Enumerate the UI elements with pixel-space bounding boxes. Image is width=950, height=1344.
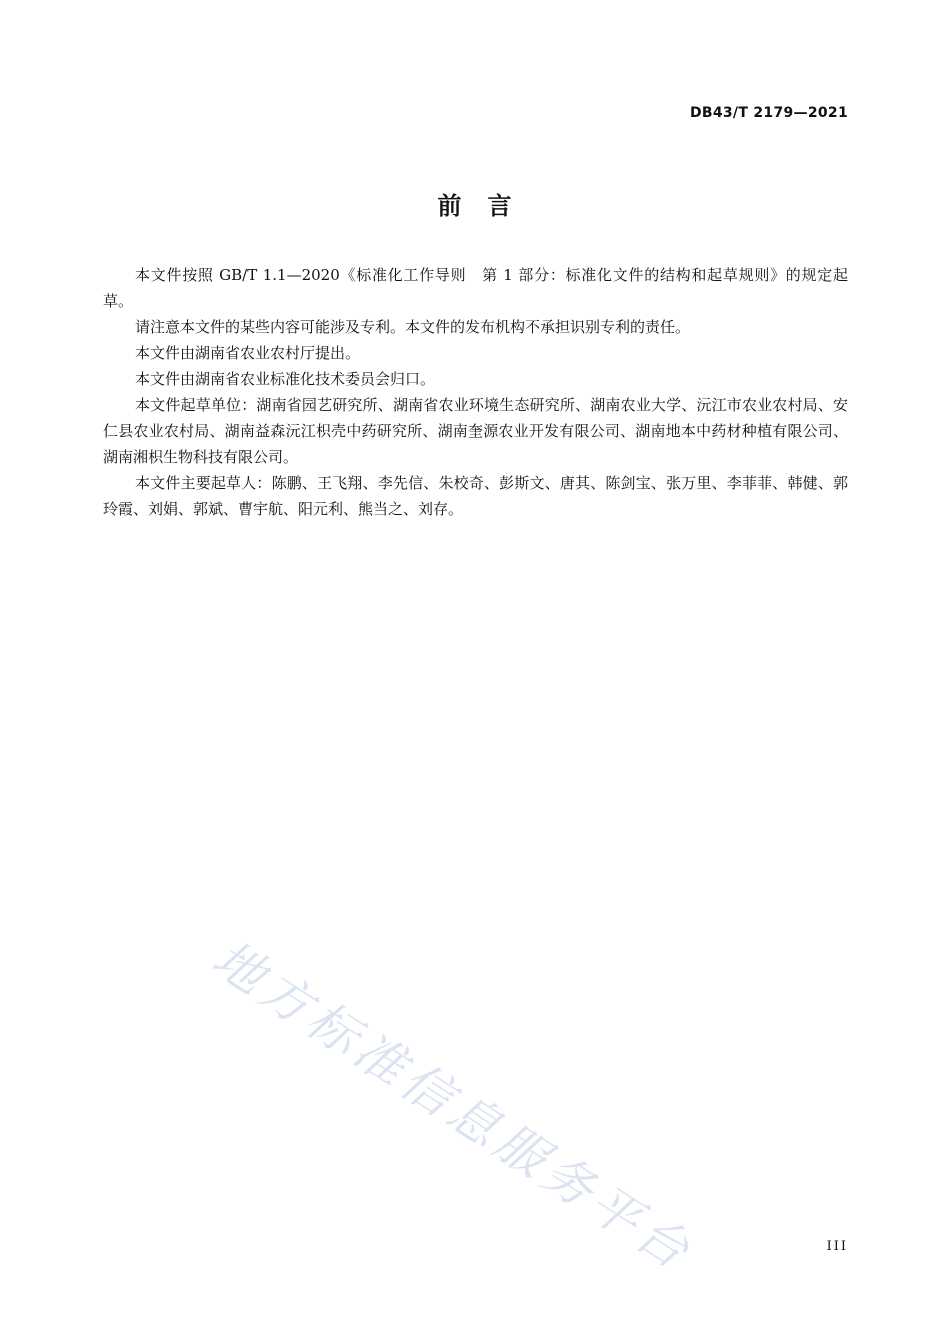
section-title: 前 言	[437, 192, 513, 220]
paragraph-drafting-rules: 本文件按照 GB/T 1.1—2020《标准化工作导则 第 1 部分：标准化文件的结构和起草规则》的规定起草。	[103, 266, 848, 310]
preface-body	[103, 262, 848, 522]
paragraph-drafters: 本文件主要起草人：陈鹏、王飞翔、李先信、朱校奇、彭斯文、唐其、陈剑宝、张万里、李菲菲、韩健、郭玲霞、刘娟、郭斌、曹宇航、阳元利、熊当之、刘存。	[103, 474, 848, 518]
paragraph-proposer: 本文件由湖南省农业农村厅提出。	[135, 344, 361, 362]
page-number: III	[826, 1239, 848, 1254]
document-code: DB43/T 2179—2021	[689, 105, 848, 121]
watermark: 地方标准信息服务平台	[202, 929, 704, 1283]
paragraph-committee: 本文件由湖南省农业标准化技术委员会归口。	[135, 370, 436, 388]
paragraph-drafting-units: 本文件起草单位：湖南省园艺研究所、湖南省农业环境生态研究所、湖南农业大学、沅江市农业农村局、安仁县农业农村局、湖南益森沅江枳壳中药研究所、湖南奎源农业开发有限公司、湖南地本中药材种植有限公司、湖南湘枳生物科技有限公司。	[103, 396, 848, 466]
paragraph-patent-notice: 请注意本文件的某些内容可能涉及专利。本文件的发布机构不承担识别专利的责任。	[135, 318, 691, 336]
